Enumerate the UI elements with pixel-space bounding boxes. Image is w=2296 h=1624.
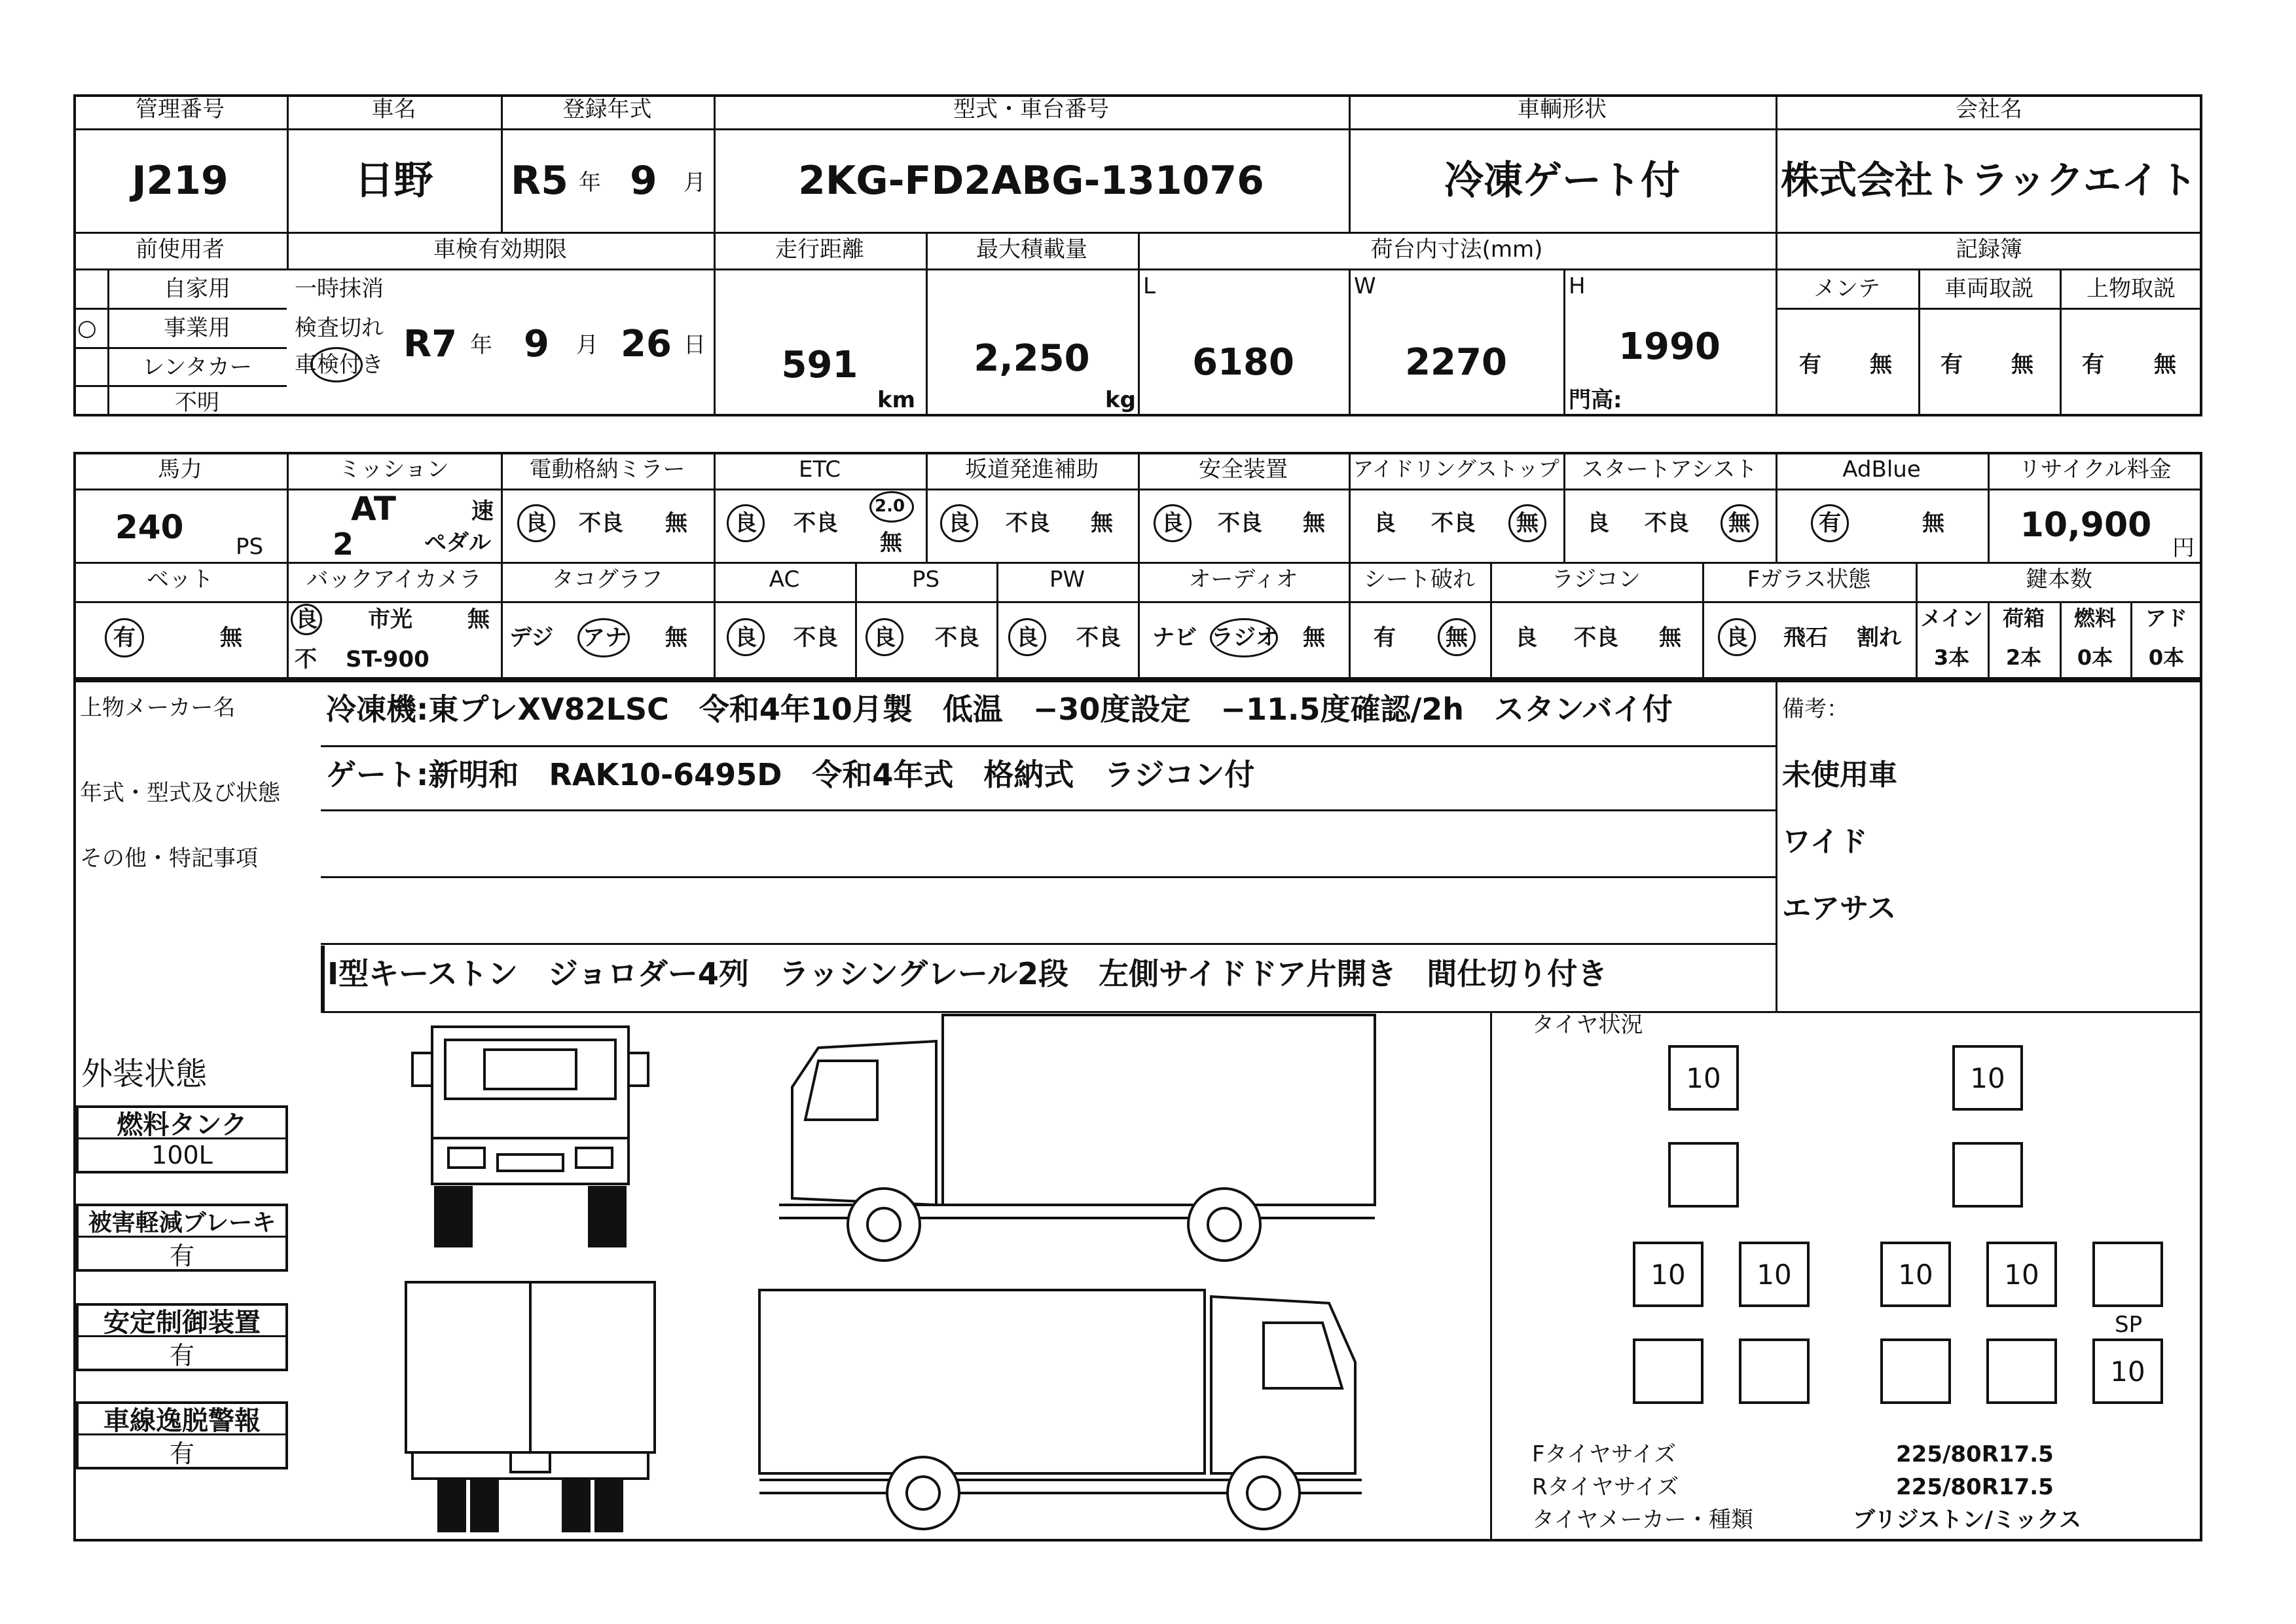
ext-collision-brake-value: 有 bbox=[169, 1241, 194, 1270]
assist-none: 無 bbox=[1728, 510, 1751, 536]
maint-yes: 有 bbox=[1799, 352, 1821, 378]
mirror-bad: 不良 bbox=[579, 510, 623, 536]
ext-collision-brake bbox=[76, 1204, 288, 1272]
tire-rear-blank-3 bbox=[1880, 1338, 1951, 1404]
mission-speed-label: 速 bbox=[471, 498, 494, 525]
ps-good: 良 bbox=[873, 625, 896, 651]
key-box-count: 2本 bbox=[2005, 645, 2042, 670]
label-prev-user: 前使用者 bbox=[136, 236, 225, 263]
rc-good: 良 bbox=[1515, 625, 1537, 651]
insp-with-shaken: 車検付き bbox=[295, 352, 384, 378]
exterior-title: 外装状態 bbox=[81, 1056, 208, 1092]
tire-rear-blank-4 bbox=[1986, 1338, 2057, 1404]
bmanual-yes: 有 bbox=[2082, 352, 2104, 378]
tire-rear-right-outer: 10 bbox=[1986, 1242, 2057, 1307]
key-fuel-label: 燃料 bbox=[2073, 606, 2116, 631]
etc-none: 無 bbox=[880, 530, 902, 556]
mission-type: AT bbox=[351, 490, 396, 528]
mileage: 591 bbox=[781, 344, 858, 386]
maint-no: 無 bbox=[1870, 352, 1892, 378]
label-adblue: AdBlue bbox=[1842, 456, 1921, 483]
prev-user-private: 自家用 bbox=[164, 276, 230, 302]
label-safety: 安全装置 bbox=[1199, 456, 1288, 483]
adblue-yes: 有 bbox=[1819, 510, 1841, 536]
dim-l: 6180 bbox=[1192, 341, 1294, 384]
label-company: 会社名 bbox=[1956, 96, 2022, 122]
body-line-5: I型キーストン ジョロダー4列 ラッシングレール2段 左側サイドドア片開き 間仕切り付き bbox=[327, 956, 1608, 991]
etc-ver: 2.0 bbox=[875, 496, 905, 516]
label-tacho: タコグラフ bbox=[551, 566, 663, 593]
idle-bad: 不良 bbox=[1431, 510, 1476, 536]
prev-user-rental: レンタカー bbox=[142, 354, 252, 380]
truck-side-left-view bbox=[766, 1008, 1381, 1264]
key-fuel-count: 0本 bbox=[2077, 645, 2113, 670]
ext-stability-control-value: 有 bbox=[169, 1340, 194, 1370]
label-mission: ミッション bbox=[338, 456, 449, 483]
reg-era: R5 bbox=[511, 158, 568, 204]
key-ad-label: アド bbox=[2145, 606, 2187, 631]
truck-side-right-view bbox=[753, 1283, 1381, 1532]
rc-none: 無 bbox=[1659, 625, 1681, 651]
camera-maker: 市光 bbox=[368, 606, 412, 633]
ps-bad: 不良 bbox=[935, 625, 979, 651]
adblue-no: 無 bbox=[1922, 510, 1944, 536]
tire-maker: ブリジストン/ミックス bbox=[1853, 1507, 2082, 1533]
vmanual-yes: 有 bbox=[1941, 352, 1963, 378]
label-mileage: 走行距離 bbox=[775, 236, 864, 263]
insp-temp-cancel: 一時抹消 bbox=[295, 276, 384, 302]
r-tire-size: 225/80R17.5 bbox=[1896, 1474, 2054, 1500]
tire-rear-blank-1 bbox=[1633, 1338, 1704, 1404]
rc-bad: 不良 bbox=[1574, 625, 1618, 651]
idle-none: 無 bbox=[1516, 510, 1539, 536]
tire-front-right-blank bbox=[1952, 1142, 2023, 1208]
bed-no: 無 bbox=[220, 625, 242, 651]
insp-era: R7 bbox=[403, 323, 458, 365]
tire-rear-left-outer: 10 bbox=[1633, 1242, 1704, 1307]
label-body-maker: 上物メーカー名 bbox=[80, 695, 236, 721]
bed-yes: 有 bbox=[113, 625, 136, 651]
insp-circle-mark bbox=[310, 347, 363, 382]
camera-bad: 不 bbox=[295, 646, 317, 673]
seat-no: 無 bbox=[1446, 625, 1468, 651]
maker: 日野 bbox=[354, 158, 433, 204]
tacho-analog: アナ bbox=[583, 625, 627, 651]
ext-lane-departure-value: 有 bbox=[169, 1439, 194, 1468]
spare-label: SP bbox=[2115, 1312, 2143, 1338]
key-main-label: メイン bbox=[1920, 606, 1983, 631]
assist-good: 良 bbox=[1587, 510, 1609, 536]
dim-h-label: H bbox=[1569, 273, 1586, 299]
label-other-notes: その他・特記事項 bbox=[80, 845, 258, 872]
idle-good: 良 bbox=[1374, 510, 1396, 536]
pw-bad: 不良 bbox=[1076, 625, 1121, 651]
prev-user-unknown: 不明 bbox=[175, 390, 219, 416]
camera-model: ST-900 bbox=[346, 646, 429, 673]
tire-rear-right-inner: 10 bbox=[1880, 1242, 1951, 1307]
recycle-fee: 10,900 bbox=[2020, 506, 2152, 545]
label-idle-stop: アイドリングストップ bbox=[1353, 456, 1559, 481]
tire-front-left-blank bbox=[1668, 1142, 1739, 1208]
safety-bad: 不良 bbox=[1218, 510, 1262, 536]
label-records: 記録簿 bbox=[1956, 236, 2022, 263]
body-type: 冷凍ゲート付 bbox=[1444, 158, 1680, 204]
dim-w-label: W bbox=[1354, 273, 1376, 299]
prev-user-business: 事業用 bbox=[164, 315, 230, 341]
insp-expired: 検査切れ bbox=[295, 315, 384, 341]
label-seat-tear: シート破れ bbox=[1364, 566, 1475, 593]
insp-day-unit: 日 bbox=[683, 332, 706, 358]
ext-lane-departure bbox=[76, 1401, 288, 1469]
label-maint: メンテ bbox=[1813, 276, 1880, 302]
dim-w: 2270 bbox=[1405, 341, 1507, 384]
remark-1: 未使用車 bbox=[1782, 758, 1897, 792]
reg-month-unit: 月 bbox=[683, 170, 706, 196]
hp: 240 bbox=[115, 508, 184, 546]
recycle-unit: 円 bbox=[2172, 535, 2195, 561]
mileage-unit: km bbox=[877, 387, 916, 413]
ext-lane-departure-label: 車線逸脱警報 bbox=[79, 1404, 285, 1435]
vmanual-no: 無 bbox=[2011, 352, 2033, 378]
label-body-type: 車輌形状 bbox=[1518, 96, 1607, 122]
remark-2: ワイド bbox=[1782, 825, 1868, 858]
label-max-load: 最大積載量 bbox=[976, 236, 1087, 263]
ac-good: 良 bbox=[735, 625, 757, 651]
hill-none: 無 bbox=[1091, 510, 1113, 536]
tire-rear-blank-2 bbox=[1739, 1338, 1810, 1404]
truck-rear-view bbox=[399, 1276, 661, 1538]
glass-crack: 割れ bbox=[1857, 625, 1901, 651]
insp-year-unit: 年 bbox=[470, 332, 492, 358]
camera-good: 良 bbox=[295, 606, 318, 633]
ext-collision-brake-label: 被害軽減ブレーキ bbox=[79, 1206, 285, 1238]
tire-front-left: 10 bbox=[1668, 1045, 1739, 1111]
hill-good: 良 bbox=[948, 510, 970, 536]
label-ps: PS bbox=[911, 566, 940, 593]
insp-month: 9 bbox=[524, 323, 549, 365]
label-keys: 鍵本数 bbox=[2026, 566, 2092, 593]
label-hp: 馬力 bbox=[158, 456, 202, 483]
ext-fuel-tank-value: 100L bbox=[151, 1141, 213, 1170]
ext-fuel-tank bbox=[76, 1105, 288, 1173]
bmanual-no: 無 bbox=[2154, 352, 2176, 378]
label-etc: ETC bbox=[799, 456, 841, 483]
mirror-good: 良 bbox=[525, 510, 547, 536]
label-remarks: 備考： bbox=[1782, 696, 1849, 722]
tacho-none: 無 bbox=[665, 625, 687, 651]
safety-good: 良 bbox=[1161, 510, 1184, 536]
label-maker: 車名 bbox=[371, 96, 416, 122]
label-body-manual: 上物取説 bbox=[2086, 276, 2176, 302]
glass-good: 良 bbox=[1726, 625, 1748, 651]
reg-year-unit: 年 bbox=[579, 170, 601, 196]
insp-month-unit: 月 bbox=[576, 332, 598, 358]
audio-none: 無 bbox=[1303, 625, 1325, 651]
body-line-1: 冷凍機:東プレXV82LSC 令和4年10月製 低温 −30度設定 −11.5度確認/2h スタンバイ付 bbox=[326, 692, 1673, 727]
mission-pedal-no: 2 bbox=[333, 526, 354, 562]
label-management-no: 管理番号 bbox=[136, 96, 225, 122]
insp-day: 26 bbox=[621, 323, 672, 365]
ext-stability-control-label: 安定制御装置 bbox=[79, 1306, 285, 1337]
tire-maker-label: タイヤメーカー・種類 bbox=[1532, 1507, 1753, 1533]
max-load-unit: kg bbox=[1105, 387, 1136, 413]
label-audio: オーディオ bbox=[1188, 566, 1298, 593]
remark-3: エアサス bbox=[1782, 892, 1897, 925]
safety-none: 無 bbox=[1303, 510, 1325, 536]
tire-spare: 10 bbox=[2092, 1338, 2163, 1404]
label-hill-start: 坂道発進補助 bbox=[965, 456, 1099, 483]
label-start-assist: スタートアシスト bbox=[1581, 456, 1758, 483]
mission-pedal-label: ペダル bbox=[424, 530, 491, 556]
company-name: 株式会社トラックエイト bbox=[1781, 158, 2197, 202]
ext-stability-control bbox=[76, 1303, 288, 1371]
audio-navi: ナビ bbox=[1152, 625, 1197, 651]
pw-good: 良 bbox=[1016, 625, 1038, 651]
label-vehicle-manual: 車両取説 bbox=[1944, 276, 2033, 302]
ext-fuel-tank-label: 燃料タンク bbox=[79, 1108, 285, 1139]
label-model: 型式・車台番号 bbox=[953, 96, 1109, 122]
label-bed-dims: 荷台内寸法(mm) bbox=[1370, 236, 1543, 263]
label-f-glass: Fガラス状態 bbox=[1747, 566, 1871, 593]
tire-extra-blank bbox=[2092, 1242, 2163, 1307]
dim-h: 1990 bbox=[1618, 325, 1721, 368]
label-bed: ベット bbox=[147, 566, 213, 593]
reg-month: 9 bbox=[630, 158, 657, 204]
hp-unit: PS bbox=[236, 534, 264, 560]
tire-front-right: 10 bbox=[1952, 1045, 2023, 1111]
hill-bad: 不良 bbox=[1006, 510, 1050, 536]
label-year-model: 年式・型式及び状態 bbox=[80, 780, 280, 806]
camera-none: 無 bbox=[467, 606, 490, 633]
label-inspection: 車検有効期限 bbox=[433, 236, 567, 263]
key-ad-count: 0本 bbox=[2148, 645, 2185, 670]
r-tire-size-label: Rタイヤサイズ bbox=[1532, 1474, 1679, 1500]
label-pw: PW bbox=[1049, 566, 1085, 593]
key-box-label: 荷箱 bbox=[2002, 606, 2045, 631]
key-main-count: 3本 bbox=[1933, 645, 1970, 670]
label-back-camera: バックアイカメラ bbox=[306, 566, 482, 593]
tires-title: タイヤ状況 bbox=[1532, 1012, 1643, 1038]
f-tire-size: 225/80R17.5 bbox=[1896, 1441, 2054, 1467]
audio-radio: ラジオ bbox=[1211, 625, 1278, 651]
label-ac: AC bbox=[769, 566, 800, 593]
model-chassis: 2KG-FD2ABG-131076 bbox=[798, 158, 1264, 204]
management-no: J219 bbox=[132, 158, 228, 204]
max-load: 2,250 bbox=[974, 337, 1090, 380]
tire-rear-left-inner: 10 bbox=[1739, 1242, 1810, 1307]
prev-user-mark: ○ bbox=[77, 315, 97, 341]
etc-good: 良 bbox=[735, 510, 757, 536]
f-tire-size-label: Fタイヤサイズ bbox=[1532, 1441, 1677, 1467]
tacho-digital: デジ bbox=[509, 625, 554, 651]
dim-l-label: L bbox=[1143, 273, 1156, 299]
body-line-2: ゲート:新明和 RAK10-6495D 令和4年式 格納式 ラジコン付 bbox=[326, 757, 1255, 792]
label-radio-control: ラジコン bbox=[1552, 566, 1641, 593]
etc-bad: 不良 bbox=[793, 510, 838, 536]
assist-bad: 不良 bbox=[1645, 510, 1689, 536]
mirror-none: 無 bbox=[665, 510, 687, 536]
label-recycle: リサイクル料金 bbox=[2018, 456, 2172, 483]
truck-front-view bbox=[399, 1014, 661, 1263]
label-reg-year: 登録年式 bbox=[562, 96, 652, 122]
label-mirror: 電動格納ミラー bbox=[529, 456, 685, 483]
seat-yes: 有 bbox=[1374, 625, 1396, 651]
gate-height-label: 門高: bbox=[1569, 387, 1622, 413]
glass-chip: 飛石 bbox=[1783, 625, 1828, 651]
ac-bad: 不良 bbox=[793, 625, 838, 651]
